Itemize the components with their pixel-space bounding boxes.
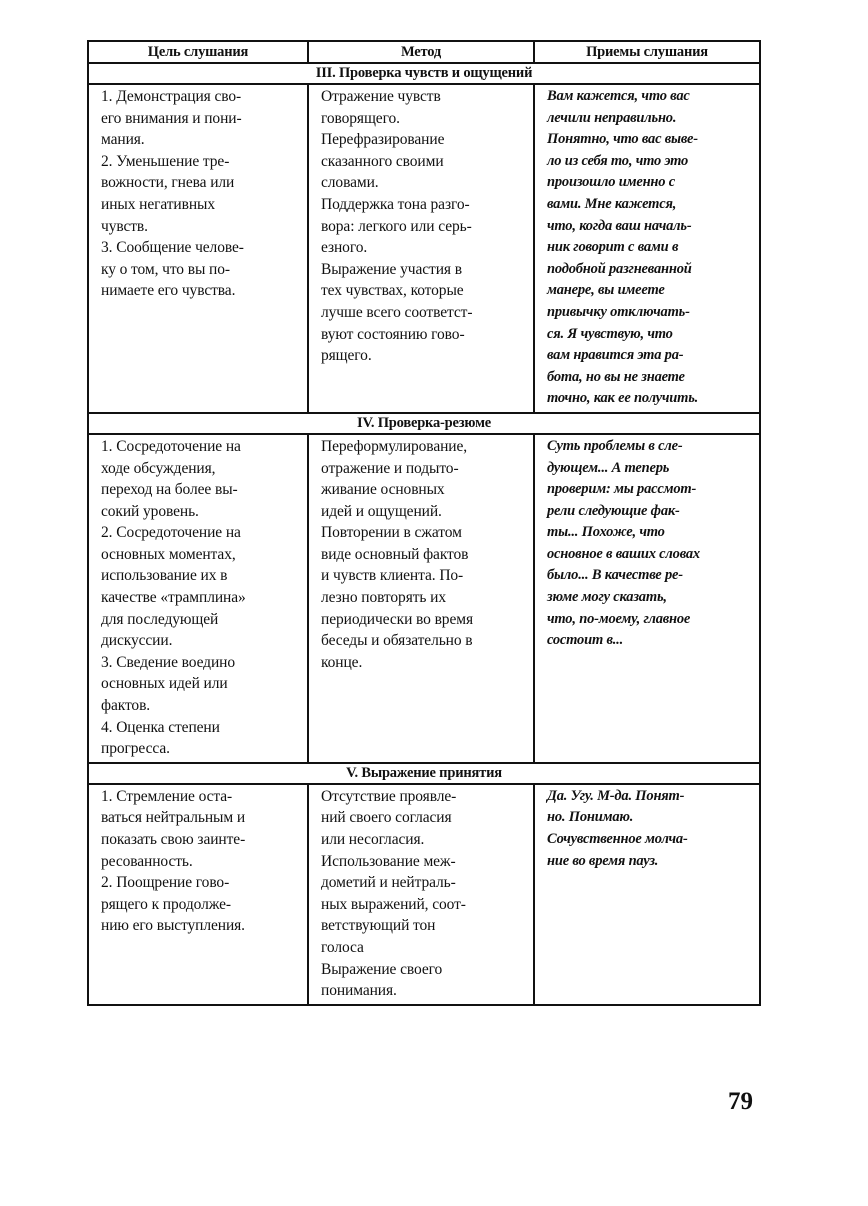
method-text: Отражение чувств говорящего. Перефразирование сказанного своими словами. Поддержка тона разго- вора: легкого или серь- езного. Выражение участия в тех чувствах, которые лучше всего соответст- вуют состоянию гово- рящего. (321, 88, 473, 365)
section-title-iv: IV. Проверка-резюме (88, 413, 760, 434)
listening-techniques-table (87, 40, 761, 1006)
method-text: Отсутствие проявле- ний своего согласия или несогласия. Использование меж- дометий и нейтраль- ных выражений, соот- ветствующий тон голоса Выражение своего понимания. (321, 787, 466, 1000)
method-cell (308, 84, 534, 413)
goal-cell (88, 84, 308, 413)
method-cell (308, 784, 534, 1005)
goal-text: 1. Стремление оста- ваться нейтральным и показать свою заинте- ресованность. 2. Поощрение гово- рящего к продолже- нию его выступления. (101, 787, 246, 935)
goal-cell (88, 434, 308, 763)
phrases-text: Вам кажется, что вас лечили неправильно. Понятно, что вас выве- ло из себя то, что это произошло именно с вами. Мне кажется, что, когда ваш началь- ник говорит с вами в подобной разгневанной манере, вы имеете привычку отключать- ся. Я чувствую, что вам нравится эта ра- бота, но вы не знаете точно, как ее получить. (547, 88, 699, 407)
table-row (88, 784, 760, 1005)
phrases-text: Суть проблемы в сле- дующем... А теперь проверим: мы рассмот- рели следующие фак- ты... Похоже, что основное в ваших словах было... В качестве ре- зюме могу сказать, что, по-моему, главное состоит в... (547, 437, 700, 649)
section-title-row (88, 763, 760, 784)
table-row (88, 84, 760, 413)
header-goal: Цель слушания (88, 41, 308, 63)
goal-text: 1. Сосредоточение на ходе обсуждения, переход на более вы- сокий уровень. 2. Сосредоточение на основных моментах, использование их в качестве «трамплина» для последующей дискуссии. 3. Сведение воедино основных идей или фактов. 4. Оценка степени прогресса. (101, 437, 246, 758)
header-phrases: Приемы слушания (534, 41, 760, 63)
phrases-text: Да. Угу. М-да. Понят- но. Понимаю. Сочувственное молча- ние во время пауз. (547, 787, 688, 869)
phrases-cell (534, 84, 760, 413)
phrases-cell (534, 434, 760, 763)
table-row (88, 434, 760, 763)
section-title-row (88, 63, 760, 84)
goal-text: 1. Демонстрация сво- его внимания и пони- мания. 2. Уменьшение тре- вожности, гнева или иных негативных чувств. 3. Сообщение челове- ку о том, что вы по- нимаете его чувства. (101, 88, 244, 300)
section-title-iii: III. Проверка чувств и ощущений (88, 63, 760, 84)
method-cell (308, 434, 534, 763)
section-title-row (88, 413, 760, 434)
page-number: 79 (728, 1088, 753, 1115)
phrases-cell (534, 784, 760, 1005)
table-header-row (88, 41, 760, 63)
header-method: Метод (308, 41, 534, 63)
goal-cell (88, 784, 308, 1005)
method-text: Переформулирование, отражение и подыто- живание основных идей и ощущений. Повторении в сжатом виде основный фактов и чувств клиента. По- лезно повторять их периодически во время беседы и обязательно в конце. (321, 437, 473, 671)
section-title-v: V. Выражение принятия (88, 763, 760, 784)
